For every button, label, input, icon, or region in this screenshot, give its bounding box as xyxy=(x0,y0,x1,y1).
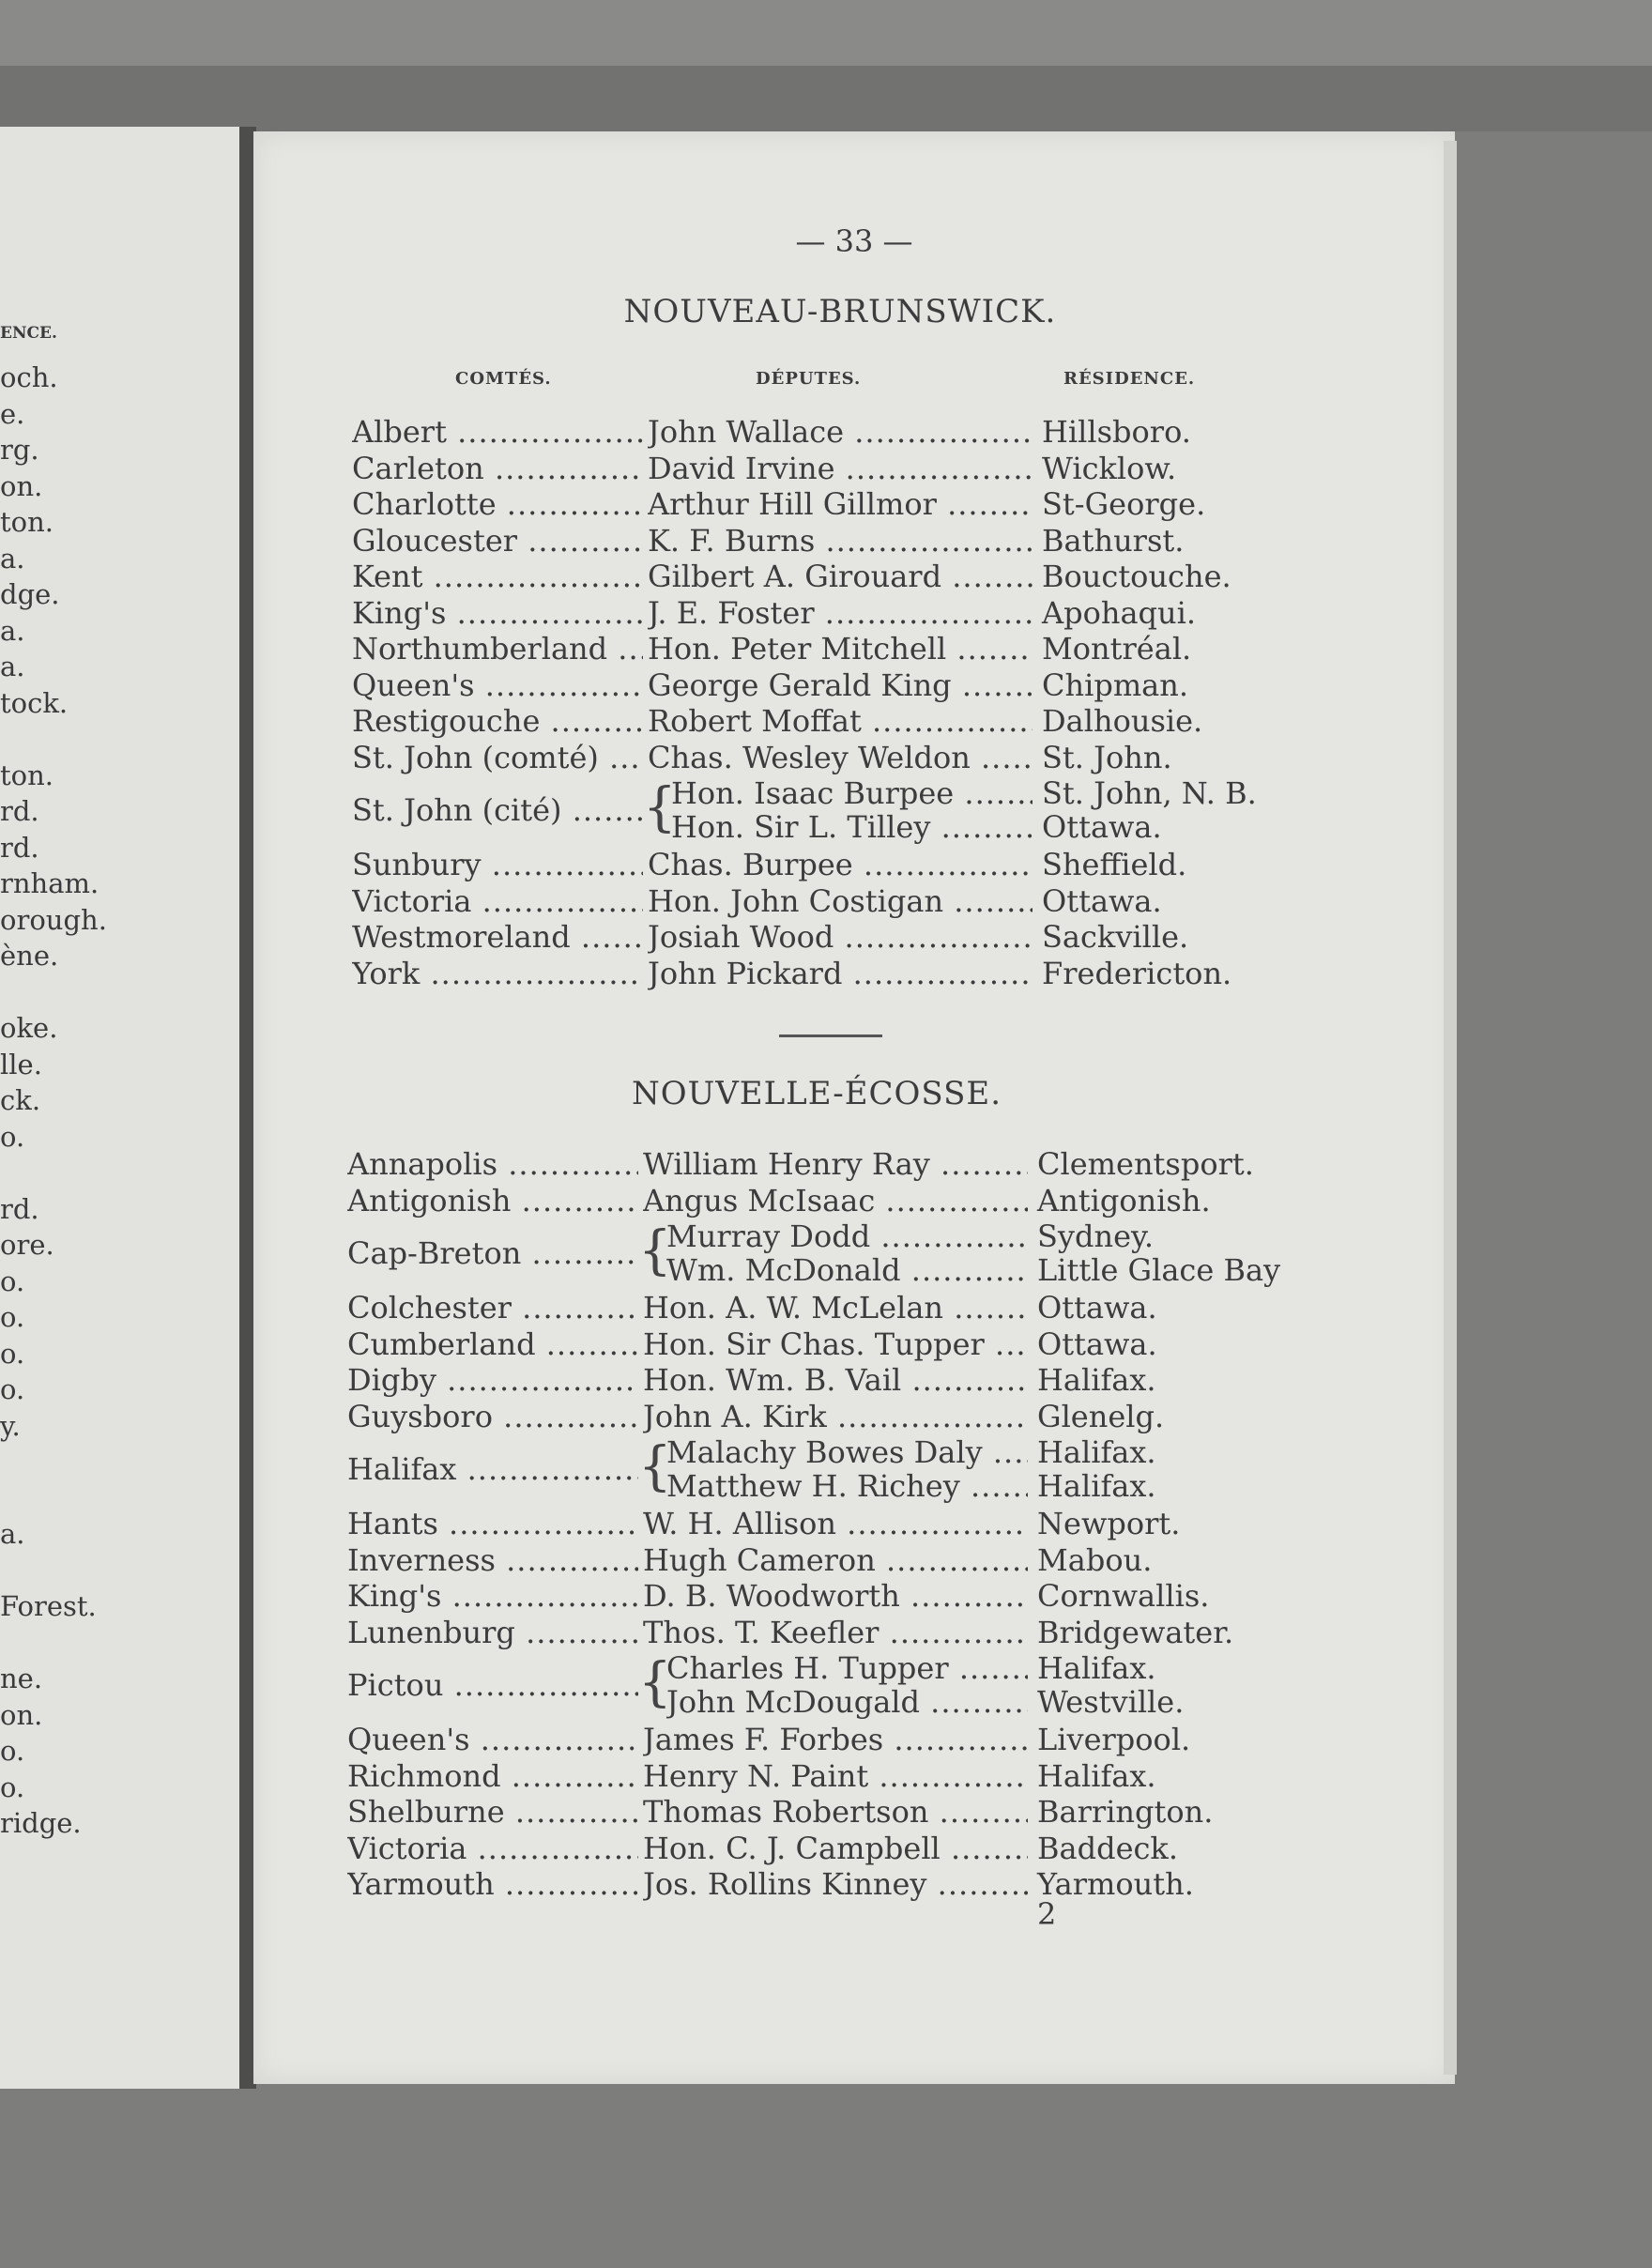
table-row xyxy=(347,1145,1286,1183)
table-row xyxy=(347,1577,1286,1615)
table-row xyxy=(347,1361,1286,1399)
residence-cell: St-George. xyxy=(1042,486,1206,522)
depute-cell: Malachy Bowes Daly ..... xyxy=(666,1433,1028,1471)
table-row-double xyxy=(347,1649,1286,1721)
previous-page-line: ton. xyxy=(0,759,54,791)
comte-cell: Pictou ..... xyxy=(347,1666,638,1704)
residence-cell: Chipman. xyxy=(1042,667,1189,703)
previous-page-line: a. xyxy=(0,651,25,682)
comte-cell: King's ..... xyxy=(352,594,643,632)
depute-cell: John Pickard ..... xyxy=(648,955,1032,992)
page-number: — 33 — xyxy=(795,223,913,259)
previous-page-line: Forest. xyxy=(0,1590,97,1622)
previous-page-line: orough. xyxy=(0,903,107,936)
table-row xyxy=(352,955,1291,992)
column-header-residence: RÉSIDENCE. xyxy=(1063,369,1196,389)
previous-page-line: a. xyxy=(0,542,25,575)
comte-cell: Queen's ..... xyxy=(352,667,643,704)
previous-page-line: rd. xyxy=(0,1192,39,1225)
residence-cell: Halifax. xyxy=(1037,1362,1156,1398)
residence-cell: Bouctouche. xyxy=(1042,559,1231,594)
depute-cell: Hon. Sir Chas. Tupper ..... xyxy=(643,1326,1028,1363)
previous-page-line: oke. xyxy=(0,1012,58,1044)
previous-page-fragment xyxy=(0,127,239,2089)
depute-cell: Henry N. Paint ..... xyxy=(643,1757,1028,1795)
comte-cell: Victoria ..... xyxy=(352,882,643,920)
comte-cell: Digby ..... xyxy=(347,1361,638,1399)
depute-cell: Thos. T. Keefler ..... xyxy=(643,1614,1028,1651)
previous-page-line: tock. xyxy=(0,686,69,719)
section-title-nouveau-brunswick: NOUVEAU-BRUNSWICK. xyxy=(623,293,1057,330)
table-row xyxy=(347,1865,1286,1903)
column-header-comtes: COMTÉS. xyxy=(455,369,552,389)
table-row xyxy=(352,630,1291,667)
comte-cell: Hants ..... xyxy=(347,1505,638,1542)
section-title-nouvelle-ecosse: NOUVELLE-ÉCOSSE. xyxy=(631,1075,1002,1112)
residence-cell: Halifax. xyxy=(1037,1757,1156,1794)
previous-page-line: o. xyxy=(0,1770,25,1803)
table-row xyxy=(347,1326,1286,1363)
previous-page-line: on. xyxy=(0,1698,43,1731)
residence-cell: St. John, N. B. xyxy=(1042,775,1257,811)
previous-page-line: rg. xyxy=(0,434,39,466)
residence-cell: Little Glace Bay xyxy=(1037,1252,1281,1288)
depute-cell: Chas. Burpee ..... xyxy=(648,846,1032,883)
depute-cell: William Henry Ray ..... xyxy=(643,1145,1028,1183)
previous-page-header: ENCE. xyxy=(0,324,57,343)
comte-cell: Charlotte ..... xyxy=(352,485,643,523)
depute-cell: Hugh Cameron ..... xyxy=(643,1541,1028,1579)
residence-cell: Wicklow. xyxy=(1042,450,1177,486)
comte-cell: Richmond ..... xyxy=(347,1757,638,1795)
previous-page-line: rnham. xyxy=(0,867,99,899)
depute-cell: Thomas Robertson ..... xyxy=(643,1793,1028,1831)
comte-cell: Sunbury ..... xyxy=(352,846,643,883)
depute-cell: Hon. A. W. McLelan ..... xyxy=(643,1289,1028,1326)
table-row xyxy=(347,1182,1286,1219)
depute-cell: Chas. Wesley Weldon ..... xyxy=(648,739,1032,776)
book-page xyxy=(253,131,1455,2084)
table-row-double xyxy=(352,774,1291,846)
column-header-deputes: DÉPUTES. xyxy=(756,369,862,389)
section-divider xyxy=(779,1034,882,1037)
comte-cell: Carleton ..... xyxy=(352,450,643,487)
table-row xyxy=(352,450,1291,487)
previous-page-line: ène. xyxy=(0,940,59,972)
residence-cell: Ottawa. xyxy=(1042,882,1162,919)
brace-mark: { xyxy=(638,1436,672,1497)
table-row xyxy=(347,1830,1286,1867)
table-row xyxy=(347,1614,1286,1651)
brace-mark: { xyxy=(638,1220,672,1281)
residence-cell: Hillsboro. xyxy=(1042,414,1191,450)
depute-cell: Wm. McDonald ..... xyxy=(666,1251,1028,1289)
residence-cell: Halifax. xyxy=(1037,1468,1156,1504)
depute-cell: Hon. John Costigan ..... xyxy=(648,882,1032,920)
previous-page-line: y. xyxy=(0,1409,21,1442)
comte-cell: Colchester ..... xyxy=(347,1289,638,1326)
depute-cell: James F. Forbes ..... xyxy=(643,1721,1028,1758)
depute-cell: John A. Kirk ..... xyxy=(643,1398,1028,1435)
residence-cell: Mabou. xyxy=(1037,1541,1153,1578)
residence-cell: Sackville. xyxy=(1042,919,1189,955)
page-edge xyxy=(1444,141,1457,2075)
depute-cell: Hon. Sir L. Tilley ..... xyxy=(671,808,1032,846)
table-row xyxy=(352,882,1291,920)
previous-page-line: och. xyxy=(0,361,58,393)
depute-cell: Josiah Wood ..... xyxy=(648,918,1032,956)
residence-cell: Ottawa. xyxy=(1037,1326,1157,1362)
comte-cell: Yarmouth ..... xyxy=(347,1865,638,1903)
residence-cell: Liverpool. xyxy=(1037,1722,1191,1757)
residence-cell: Sydney. xyxy=(1037,1218,1155,1254)
comte-cell: Inverness ..... xyxy=(347,1541,638,1579)
comte-cell: Northumberland ..... xyxy=(352,630,643,667)
scan-background-band xyxy=(0,66,1652,131)
previous-page-line: o. xyxy=(0,1120,25,1153)
previous-page-line: ore. xyxy=(0,1229,54,1261)
residence-cell: Cornwallis. xyxy=(1037,1578,1210,1614)
previous-page-line: o. xyxy=(0,1264,25,1297)
table-row xyxy=(352,702,1291,740)
previous-page-line: o. xyxy=(0,1735,25,1767)
signature-mark: 2 xyxy=(1037,1896,1057,1932)
table-row xyxy=(347,1398,1286,1435)
previous-page-line: ne. xyxy=(0,1663,43,1694)
comte-cell: Gloucester ..... xyxy=(352,522,643,559)
table-row xyxy=(347,1757,1286,1795)
residence-cell: Glenelg. xyxy=(1037,1398,1165,1434)
table-row xyxy=(352,485,1291,523)
comte-cell: Lunenburg ..... xyxy=(347,1614,638,1651)
previous-page-line: e. xyxy=(0,397,25,430)
depute-cell: W. H. Allison ..... xyxy=(643,1505,1028,1542)
previous-page-line: o. xyxy=(0,1337,25,1370)
residence-cell: Sheffield. xyxy=(1042,847,1187,882)
comte-cell: St. John (cité) ..... xyxy=(352,791,643,829)
depute-cell: Hon. Peter Mitchell ..... xyxy=(648,630,1032,667)
comte-cell: Cap-Breton ..... xyxy=(347,1234,638,1272)
depute-cell: Jos. Rollins Kinney ..... xyxy=(643,1865,1028,1903)
table-row xyxy=(352,522,1291,559)
previous-page-line: ck. xyxy=(0,1084,41,1116)
previous-page-line: rd. xyxy=(0,795,39,827)
previous-page-line: ton. xyxy=(0,506,54,538)
residence-cell: Newport. xyxy=(1037,1506,1181,1541)
residence-cell: Fredericton. xyxy=(1042,955,1232,991)
previous-page-line: rd. xyxy=(0,831,39,864)
residence-cell: Clementsport. xyxy=(1037,1146,1254,1182)
comte-cell: Antigonish ..... xyxy=(347,1182,638,1219)
comte-cell: Shelburne ..... xyxy=(347,1793,638,1831)
previous-page-line: on. xyxy=(0,469,43,502)
comte-cell: Kent ..... xyxy=(352,558,643,595)
depute-cell: J. E. Foster ..... xyxy=(648,594,1032,632)
residence-cell: St. John. xyxy=(1042,739,1172,775)
depute-cell: K. F. Burns ..... xyxy=(648,522,1032,559)
depute-cell: John McDougald ..... xyxy=(666,1683,1028,1721)
residence-cell: Dalhousie. xyxy=(1042,703,1203,739)
comte-cell: King's ..... xyxy=(347,1577,638,1615)
comte-cell: Halifax ..... xyxy=(347,1450,638,1488)
comte-cell: Albert ..... xyxy=(352,413,643,451)
comte-cell: Queen's ..... xyxy=(347,1721,638,1758)
depute-cell: Hon. Wm. B. Vail ..... xyxy=(643,1361,1028,1399)
table-row xyxy=(352,558,1291,595)
depute-cell: Robert Moffat ..... xyxy=(648,702,1032,740)
depute-cell: Angus McIsaac ..... xyxy=(643,1182,1028,1219)
residence-cell: Yarmouth. xyxy=(1037,1866,1194,1902)
table-row xyxy=(352,846,1291,883)
previous-page-line: ridge. xyxy=(0,1807,82,1839)
table-row xyxy=(352,413,1291,451)
brace-mark: { xyxy=(638,1652,672,1713)
residence-cell: Baddeck. xyxy=(1037,1830,1178,1866)
previous-page-line: a. xyxy=(0,614,25,647)
comte-cell: Westmoreland ..... xyxy=(352,918,643,956)
comte-cell: Guysboro ..... xyxy=(347,1398,638,1435)
depute-cell: Matthew H. Richey ..... xyxy=(666,1467,1028,1505)
comte-cell: Cumberland ..... xyxy=(347,1326,638,1363)
residence-cell: Apohaqui. xyxy=(1042,594,1197,631)
table-row xyxy=(347,1505,1286,1542)
table-row xyxy=(347,1541,1286,1579)
residence-cell: Montréal. xyxy=(1042,631,1192,667)
depute-cell: D. B. Woodworth ..... xyxy=(643,1577,1028,1615)
residence-cell: Bridgewater. xyxy=(1037,1614,1234,1650)
table-row xyxy=(347,1289,1286,1326)
table-row-double xyxy=(347,1433,1286,1505)
residence-cell: Antigonish. xyxy=(1037,1182,1211,1218)
comte-cell: Victoria ..... xyxy=(347,1830,638,1867)
previous-page-line: o. xyxy=(0,1373,25,1405)
residence-cell: Bathurst. xyxy=(1042,522,1185,559)
residence-cell: Halifax. xyxy=(1037,1650,1156,1686)
previous-page-line: dge. xyxy=(0,578,60,610)
table-row xyxy=(352,594,1291,632)
table-row xyxy=(352,739,1291,776)
table-row xyxy=(347,1721,1286,1758)
scan-background-top xyxy=(0,0,1652,66)
depute-cell: David Irvine ..... xyxy=(648,450,1032,487)
comte-cell: York ..... xyxy=(352,955,643,992)
table-row xyxy=(352,918,1291,956)
depute-cell: John Wallace ..... xyxy=(648,413,1032,451)
table-row xyxy=(352,667,1291,704)
residence-cell: Ottawa. xyxy=(1037,1290,1157,1326)
previous-page-line: a. xyxy=(0,1518,25,1550)
table-row-double xyxy=(347,1218,1286,1289)
depute-cell: Arthur Hill Gillmor ..... xyxy=(648,485,1032,523)
residence-cell: Westville. xyxy=(1037,1684,1185,1720)
comte-cell: Restigouche ..... xyxy=(352,702,643,740)
depute-cell: Gilbert A. Girouard ..... xyxy=(648,558,1032,595)
previous-page-line: o. xyxy=(0,1301,25,1333)
brace-mark: { xyxy=(643,777,677,838)
residence-cell: Halifax. xyxy=(1037,1434,1156,1470)
depute-cell: Hon. Isaac Burpee ..... xyxy=(671,774,1032,812)
depute-cell: Hon. C. J. Campbell ..... xyxy=(643,1830,1028,1867)
table-row xyxy=(347,1793,1286,1831)
depute-cell: Murray Dodd ..... xyxy=(666,1218,1028,1255)
depute-cell: George Gerald King ..... xyxy=(648,667,1032,704)
comte-cell: St. John (comté) ..... xyxy=(352,739,643,776)
residence-cell: Barrington. xyxy=(1037,1794,1214,1830)
comte-cell: Annapolis ..... xyxy=(347,1145,638,1183)
residence-cell: Ottawa. xyxy=(1042,809,1162,845)
depute-cell: Charles H. Tupper ..... xyxy=(666,1649,1028,1687)
previous-page-line: lle. xyxy=(0,1048,42,1080)
